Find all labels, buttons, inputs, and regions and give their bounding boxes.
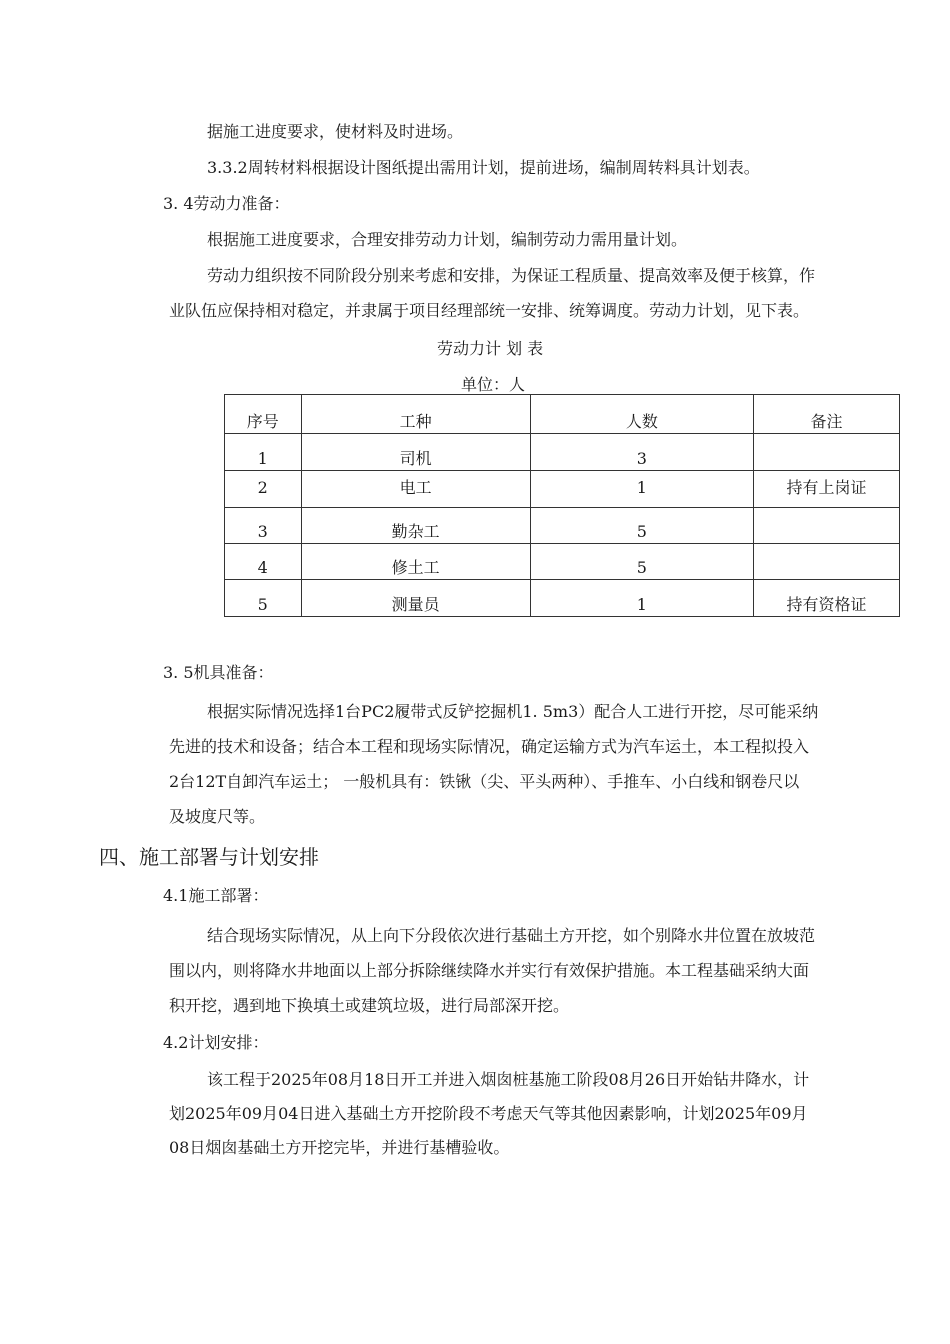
para-text: 及坡度尺等。: [169, 807, 266, 826]
para-text: 根据施工进度要求，合理安排劳动力计划，编制劳动力需用量计划。: [207, 230, 688, 249]
table-cell: 司机: [301, 434, 530, 471]
para-text: 2台12T自卸汽车运土； 一般机具有：铁锹（尖、平头两种）、手推车、小白线和钢卷尺以: [169, 772, 800, 791]
table-cell: 1: [225, 434, 302, 471]
section-heading-3-5: 3. 5机具准备：: [163, 663, 274, 682]
table-cell: [754, 508, 900, 544]
table-cell: 测量员: [301, 580, 530, 617]
table-cell: 3: [225, 508, 302, 544]
para-text: 该工程于2025年08月18日开工并进入烟囱桩基施工阶段08月26日开始钻井降水，计: [207, 1070, 810, 1089]
para-text: 3.3.2周转材料根据设计图纸提出需用计划，提前进场，编制周转料具计划表。: [207, 158, 760, 177]
para-text: 结合现场实际情况，从上向下分段依次进行基础土方开挖，如个别降水井位置在放坡范: [207, 926, 816, 945]
para-text: 划2025年09月04日进入基础土方开挖阶段不考虑天气等其他因素影响，计划2025年09月: [169, 1104, 808, 1123]
table-unit: 单位：人: [461, 375, 526, 394]
table-cell: 持有资格证: [754, 580, 900, 617]
table-row: [225, 544, 900, 580]
header-cell: 工种: [301, 395, 530, 434]
table-cell: 持有上岗证: [754, 471, 900, 508]
section-heading-3-4: 3. 4劳动力准备：: [163, 194, 290, 213]
table-cell: 电工: [301, 471, 530, 508]
table-row: [225, 580, 900, 617]
table-cell: 5: [530, 544, 753, 580]
para-text: 积开挖，遇到地下换填土或建筑垃圾，进行局部深开挖。: [169, 996, 570, 1015]
header-cell: 备注: [754, 395, 900, 434]
table-cell: 5: [530, 508, 753, 544]
table-cell: [754, 434, 900, 471]
para-text: 业队伍应保持相对稳定，并隶属于项目经理部统一安排、统筹调度。劳动力计划，见下表。: [169, 301, 810, 320]
table-cell: 1: [530, 580, 753, 617]
table-row: [225, 471, 900, 508]
table-title: 劳动力计 划 表: [437, 339, 544, 358]
labor-plan-table: [224, 394, 900, 617]
para-text: 据施工进度要求，使材料及时进场。: [207, 122, 464, 141]
table-cell: 3: [530, 434, 753, 471]
table-cell: [754, 544, 900, 580]
table-cell: 2: [225, 471, 302, 508]
para-text: 08日烟囱基础土方开挖完毕，并进行基槽验收。: [169, 1138, 510, 1157]
para-text: 围以内，则将降水井地面以上部分拆除继续降水并实行有效保护措施。本工程基础采纳大面: [169, 961, 810, 980]
table-cell: 4: [225, 544, 302, 580]
table-cell: 1: [530, 471, 753, 508]
para-text: 先进的技术和设备；结合本工程和现场实际情况，确定运输方式为汽车运土，本工程拟投入: [169, 737, 810, 756]
header-cell: 序号: [225, 395, 302, 434]
table-cell: 5: [225, 580, 302, 617]
table-header-row: [225, 395, 900, 434]
section-heading-4-1: 4.1施工部署：: [163, 886, 269, 905]
header-cell: 人数: [530, 395, 753, 434]
section-heading-4-2: 4.2计划安排：: [163, 1033, 269, 1052]
table-row: [225, 434, 900, 471]
chapter-heading: 四、施工部署与计划安排: [99, 845, 319, 869]
para-text: 劳动力组织按不同阶段分别来考虑和安排，为保证工程质量、提高效率及便于核算，作: [207, 266, 816, 285]
table-cell: 勤杂工: [301, 508, 530, 544]
para-text: 根据实际情况选择1台PC2履带式反铲挖掘机1. 5m3）配合人工进行开挖，尽可能采纳: [207, 702, 819, 721]
table-row: [225, 508, 900, 544]
table-cell: 修土工: [301, 544, 530, 580]
